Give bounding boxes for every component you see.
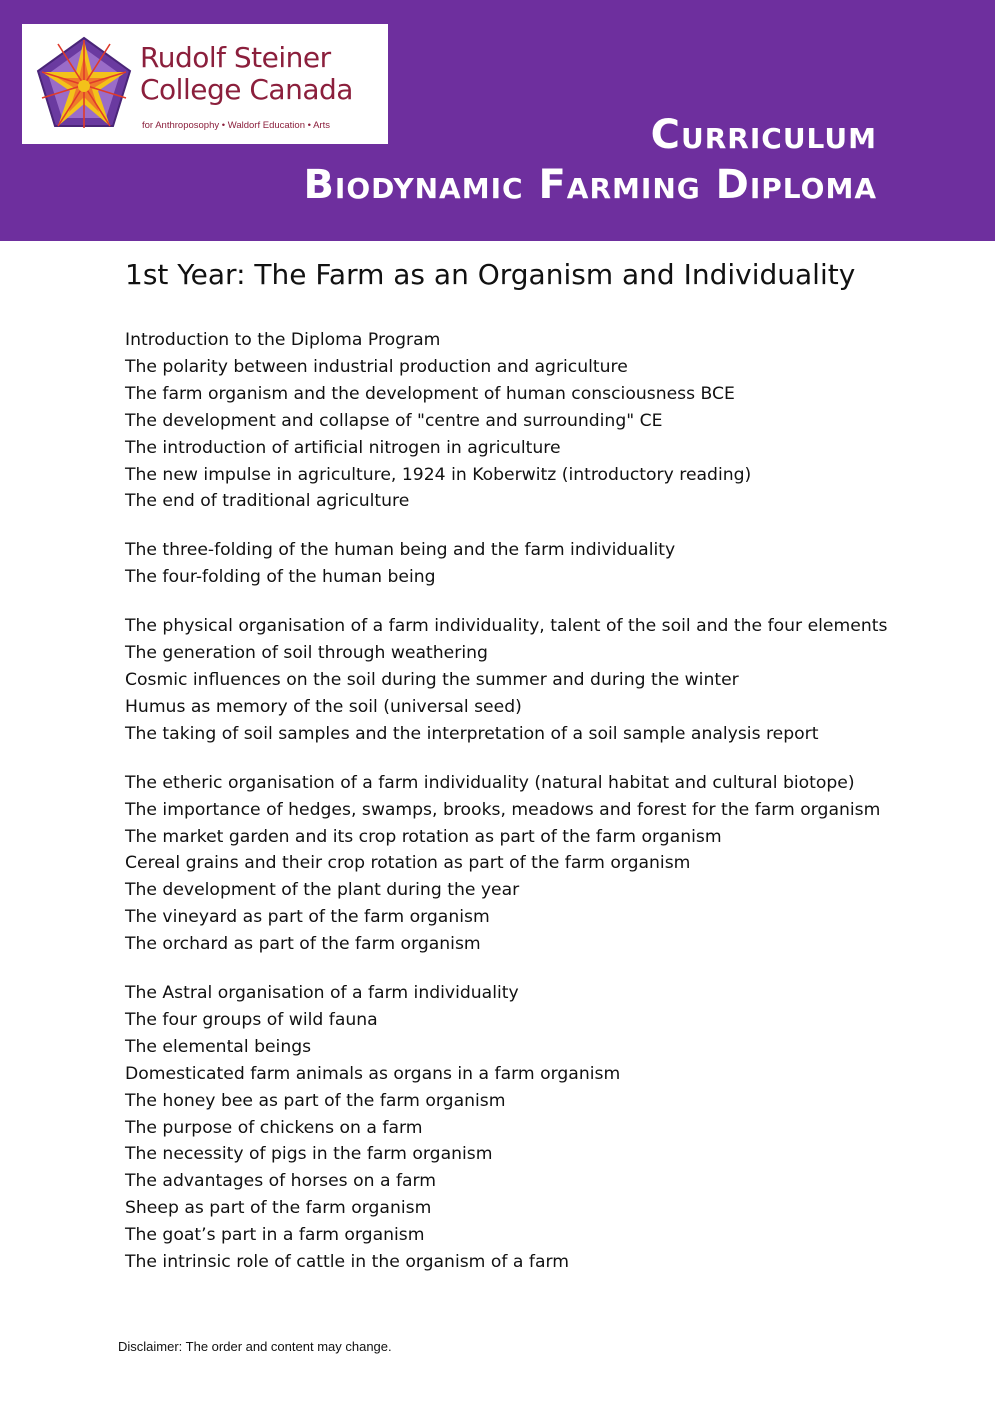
list-item: The introduction of artificial nitrogen in agriculture xyxy=(125,437,561,458)
header-banner xyxy=(0,0,995,241)
list-item: Cereal grains and their crop rotation as part of the farm organism xyxy=(125,853,691,874)
list-item: The intrinsic role of cattle in the organism of a farm xyxy=(125,1252,570,1273)
list-item: The development of the plant during the year xyxy=(125,880,520,901)
list-item: The four-folding of the human being xyxy=(125,567,436,588)
list-item: The orchard as part of the farm organism xyxy=(125,934,481,955)
list-item: Sheep as part of the farm organism xyxy=(125,1198,432,1219)
document-title xyxy=(303,110,877,210)
list-item: The importance of hedges, swamps, brooks, meadows and forest for the farm organism xyxy=(125,799,881,820)
title-line2: Biodynamic Farming Diploma xyxy=(303,162,877,208)
topic-group xyxy=(125,327,985,515)
list-item: The four groups of wild fauna xyxy=(125,1009,378,1030)
list-item: The three-folding of the human being and the farm individuality xyxy=(125,540,676,561)
list-item: The Astral organisation of a farm individuality xyxy=(125,983,519,1004)
list-item: The etheric organisation of a farm individuality (natural habitat and cultural biotope) xyxy=(125,772,855,793)
topic-group xyxy=(125,770,985,958)
list-item: The advantages of horses on a farm xyxy=(125,1171,437,1192)
topic-group xyxy=(125,613,985,748)
college-name-line1: Rudolf Steiner xyxy=(140,41,331,74)
list-item: The physical organisation of a farm individuality, talent of the soil and the four elements xyxy=(125,616,888,637)
list-item: Cosmic influences on the soil during the summer and during the winter xyxy=(125,669,739,690)
list-item: Introduction to the Diploma Program xyxy=(125,330,441,350)
title-line1: Curriculum xyxy=(650,112,877,158)
list-item: The necessity of pigs in the farm organism xyxy=(125,1144,493,1165)
college-name xyxy=(140,42,385,106)
list-item: The purpose of chickens on a farm xyxy=(125,1117,423,1138)
star-logo-icon xyxy=(34,34,134,134)
list-item: The vineyard as part of the farm organism xyxy=(125,907,490,928)
list-item: The goat’s part in a farm organism xyxy=(125,1225,425,1246)
list-item: The elemental beings xyxy=(125,1036,312,1057)
list-item: Domesticated farm animals as organs in a farm organism xyxy=(125,1063,621,1084)
list-item: The polarity between industrial production and agriculture xyxy=(125,356,628,377)
disclaimer-text: Disclaimer: The order and content may change. xyxy=(118,1339,392,1354)
list-item: Humus as memory of the soil (universal seed) xyxy=(125,696,522,717)
curriculum-list xyxy=(125,327,985,1298)
list-item: The development and collapse of "centre and surrounding" CE xyxy=(125,410,663,431)
list-item: The new impulse in agriculture, 1924 in Koberwitz (introductory reading) xyxy=(125,464,752,485)
college-tagline: for Anthroposophy • Waldorf Education • Arts xyxy=(142,120,330,131)
year-heading: 1st Year: The Farm as an Organism and Individuality xyxy=(125,258,856,291)
list-item: The farm organism and the development of human consciousness BCE xyxy=(125,383,735,404)
list-item: The generation of soil through weathering xyxy=(125,643,488,664)
college-name-line2: College Canada xyxy=(140,73,353,106)
topic-group xyxy=(125,537,985,591)
list-item: The taking of soil samples and the interpretation of a soil sample analysis report xyxy=(125,723,819,744)
topic-group xyxy=(125,980,985,1276)
list-item: The end of traditional agriculture xyxy=(125,491,410,512)
list-item: The honey bee as part of the farm organism xyxy=(125,1090,506,1111)
list-item: The market garden and its crop rotation as part of the farm organism xyxy=(125,826,722,847)
